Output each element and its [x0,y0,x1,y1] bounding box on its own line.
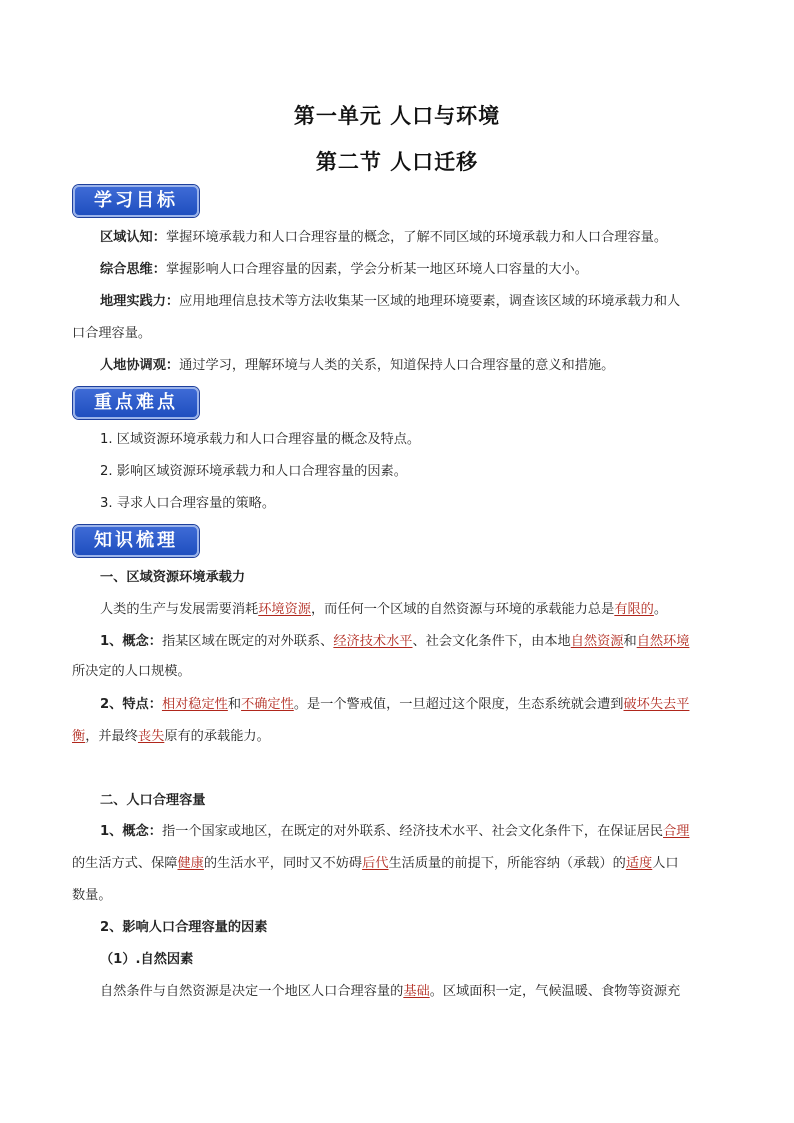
paragraph-4-cont: 的生活方式、保障健康的生活水平，同时又不妨碍后代生活质量的前提下，所能容纳（承载）的适度人口 [72,856,679,871]
objectives-badge: 学习目标 [73,185,199,217]
paragraph-4: 1、概念：指一个国家或地区，在既定的对外联系、经济技术水平、社会文化条件下，在保证居民合理 [100,824,690,839]
objective-line-cont: 口合理容量。 [72,326,152,341]
objective-line: 区域认知：掌握环境承载力和人口合理容量的概念，了解不同区域的环境承载力和人口合理容量。 [100,230,668,245]
unit-title: 第一单元 人口与环境 [293,104,501,128]
paragraph-1: 人类的生产与发展需要消耗环境资源，而任何一个区域的自然资源与环境的承载能力总是有限的。 [100,602,668,617]
section-title: 第二节 人口迁移 [315,150,479,174]
keypoint-item: 3. 寻求人口合理容量的策略。 [100,496,276,511]
keypoints-badge: 重点难点 [73,387,199,419]
paragraph-3-cont: 衡，并最终丧失原有的承载能力。 [72,729,270,744]
objective-line: 地理实践力：应用地理信息技术等方法收集某一区域的地理环境要素，调查该区域的环境承载力和人 [100,294,681,309]
heading-4: （1）.自然因素 [100,952,194,967]
paragraph-5: 自然条件与自然资源是决定一个地区人口合理容量的基础。区域面积一定，气候温暖、食物等资源充 [100,984,681,999]
knowledge-badge: 知识梳理 [73,525,199,557]
paragraph-3: 2、特点：相对稳定性和不确定性。是一个警戒值，一旦超过这个限度，生态系统就会遭到破坏失去平 [100,697,690,712]
objective-line: 综合思维：掌握影响人口合理容量的因素，学会分析某一地区环境人口容量的大小。 [100,262,588,277]
keypoint-item: 2. 影响区域资源环境承载力和人口合理容量的因素。 [100,464,407,479]
keypoint-item: 1. 区域资源环境承载力和人口合理容量的概念及特点。 [100,432,421,447]
heading-1: 一、区域资源环境承载力 [100,570,246,585]
heading-3: 2、影响人口合理容量的因素 [100,920,268,935]
heading-2: 二、人口合理容量 [100,793,206,808]
objective-line: 人地协调观：通过学习，理解环境与人类的关系，知道保持人口合理容量的意义和措施。 [100,358,615,373]
paragraph-2: 1、概念：指某区域在既定的对外联系、经济技术水平、社会文化条件下，由本地自然资源和自然环境 [100,634,690,649]
paragraph-4-cont2: 数量。 [72,888,112,903]
paragraph-2-cont: 所决定的人口规模。 [72,664,191,679]
